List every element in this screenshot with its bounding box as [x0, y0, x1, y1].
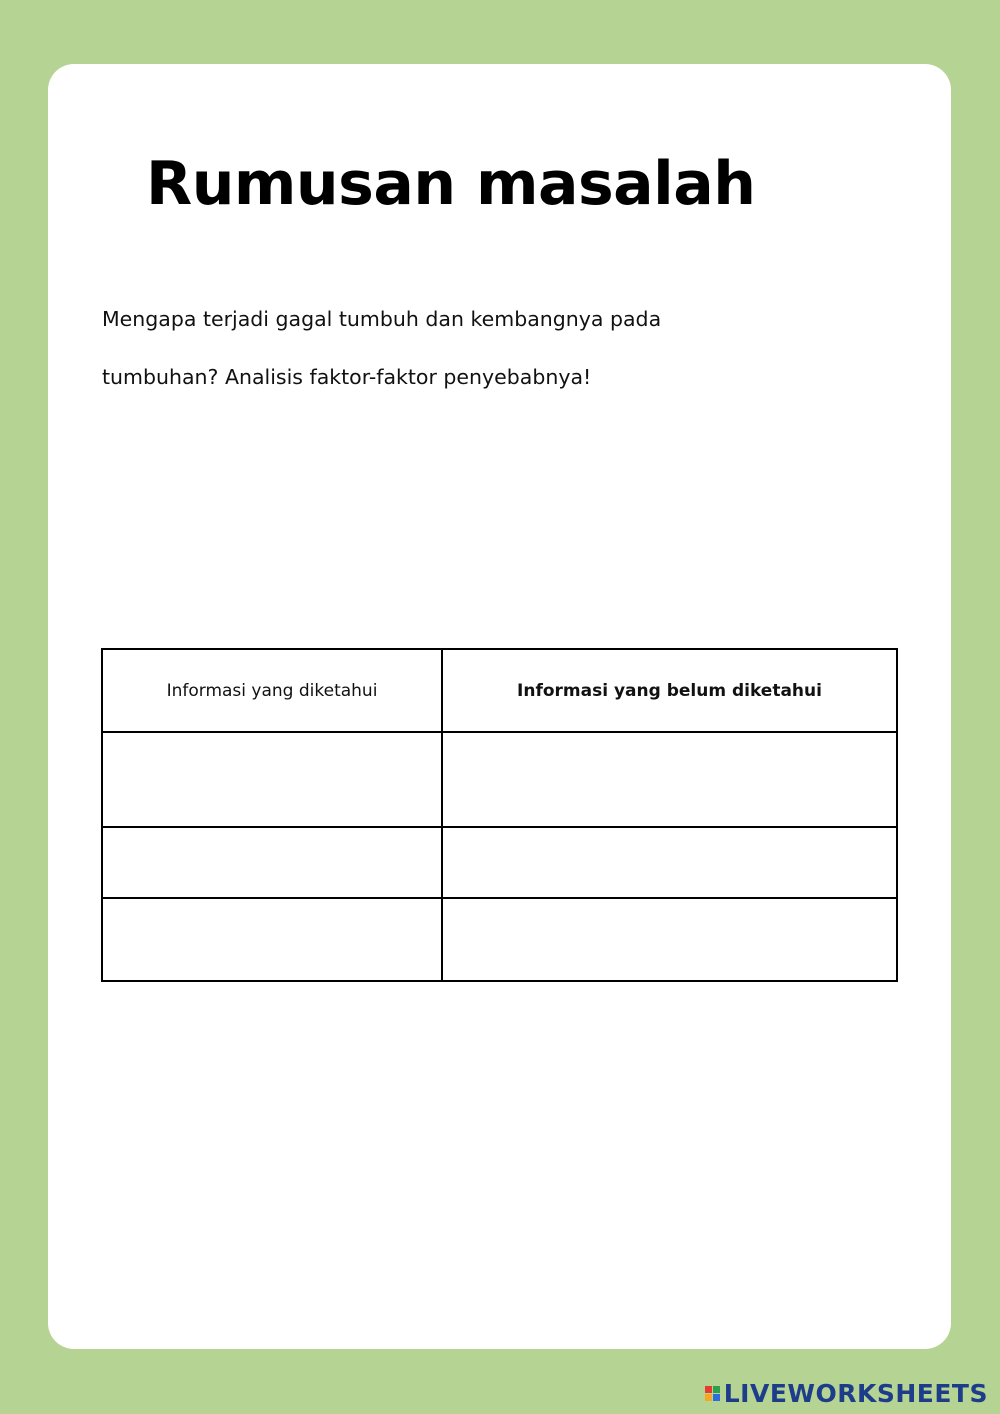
answer-cell-known-2[interactable]	[102, 827, 442, 898]
page-title: Rumusan masalah	[146, 149, 756, 219]
table-row	[102, 898, 897, 981]
question-line-1: Mengapa terjadi gagal tumbuh dan kembangnya pada	[102, 307, 662, 331]
liveworksheets-watermark	[705, 1381, 988, 1406]
answer-cell-unknown-3[interactable]	[442, 898, 897, 981]
problem-statement	[102, 290, 862, 406]
liveworksheets-logo-icon	[705, 1386, 720, 1401]
worksheet-card	[48, 64, 951, 1349]
question-line-2: tumbuhan? Analisis faktor-faktor penyebabnya!	[102, 365, 592, 389]
table-header-row	[102, 649, 897, 732]
answer-cell-known-3[interactable]	[102, 898, 442, 981]
header-unknown-info: Informasi yang belum diketahui	[442, 649, 897, 732]
table-row	[102, 732, 897, 827]
answer-cell-known-1[interactable]	[102, 732, 442, 827]
table-row	[102, 827, 897, 898]
information-table	[101, 648, 898, 982]
answer-cell-unknown-2[interactable]	[442, 827, 897, 898]
header-known-info: Informasi yang diketahui	[102, 649, 442, 732]
brand-name: LIVEWORKSHEETS	[723, 1379, 988, 1408]
answer-cell-unknown-1[interactable]	[442, 732, 897, 827]
